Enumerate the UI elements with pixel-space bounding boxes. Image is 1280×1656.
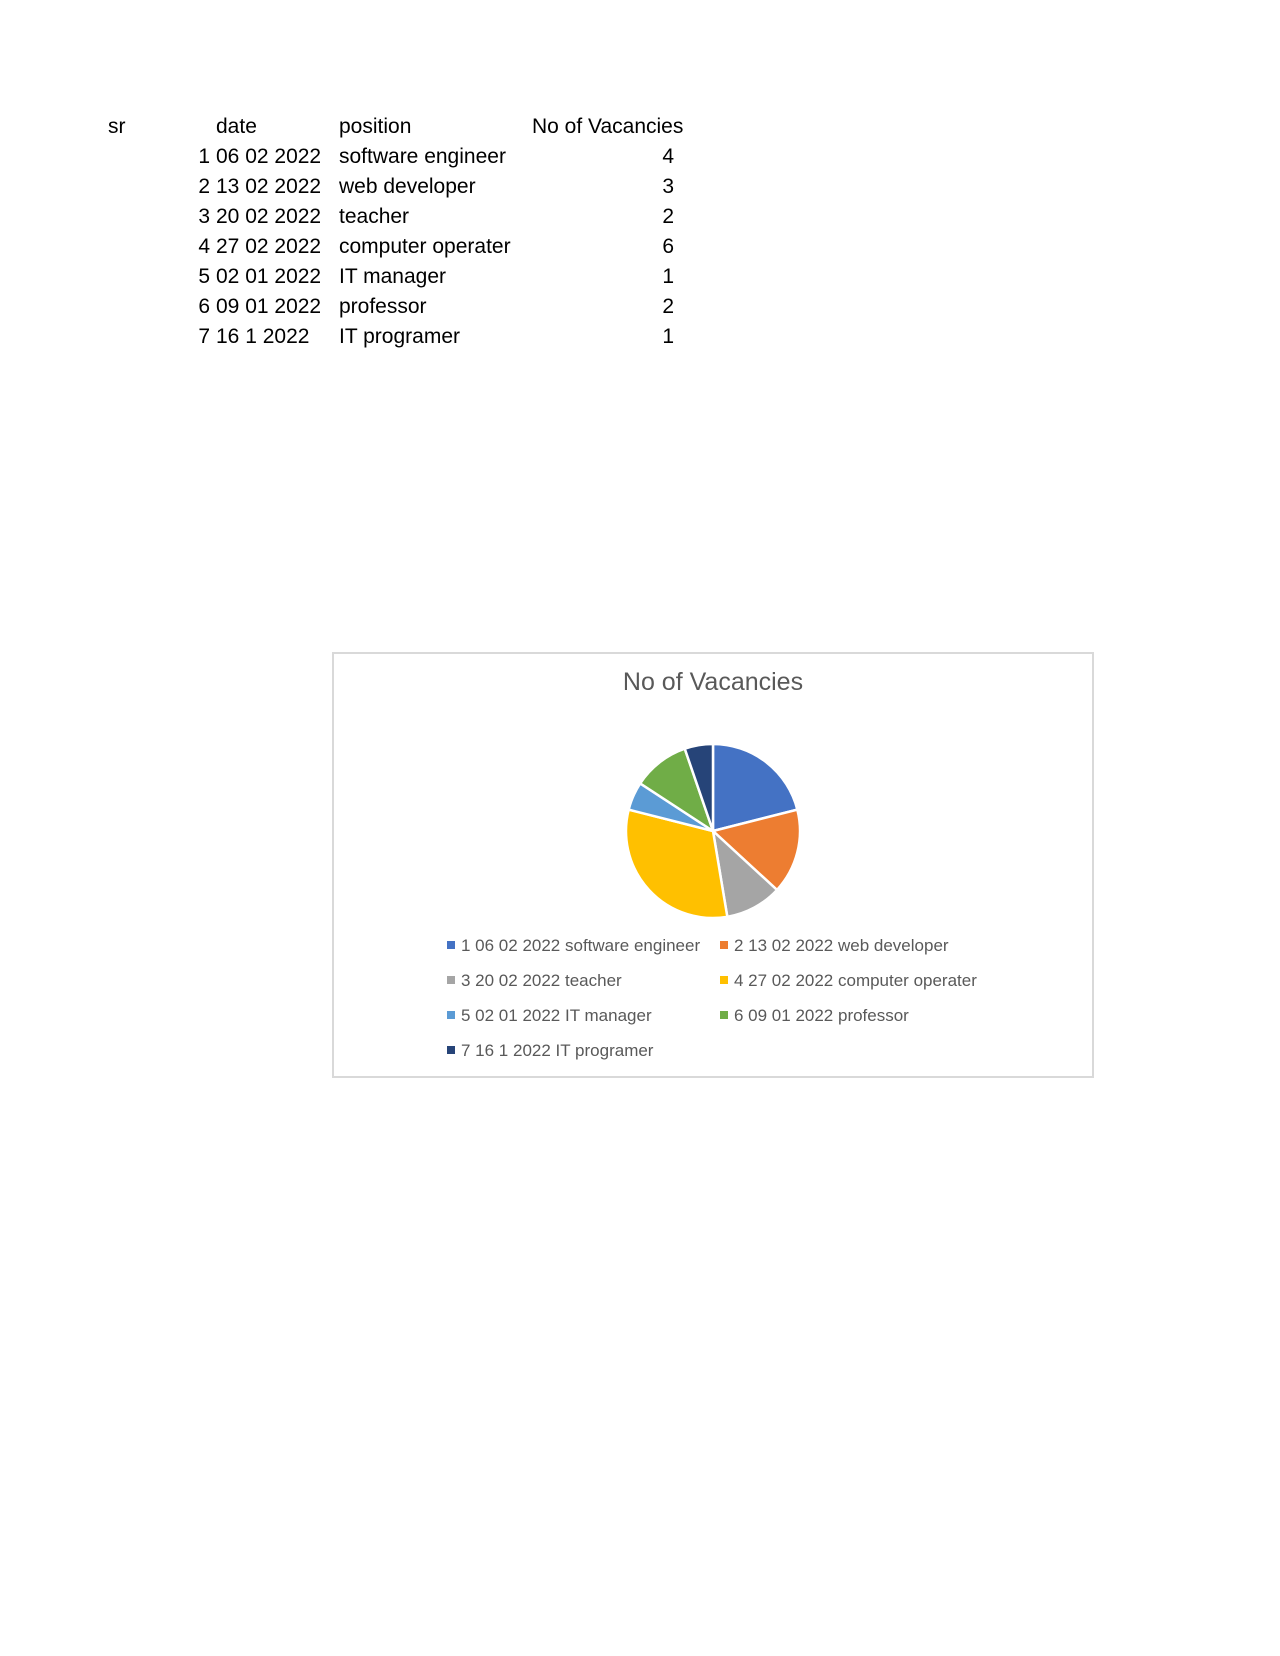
legend-swatch bbox=[447, 1011, 455, 1019]
legend-swatch bbox=[720, 1011, 728, 1019]
cell-vacancies: 2 bbox=[662, 205, 674, 228]
cell-vacancies: 2 bbox=[662, 295, 674, 318]
cell-sr: 7 bbox=[198, 325, 210, 348]
legend-item bbox=[720, 970, 977, 992]
legend-swatch bbox=[447, 1046, 455, 1054]
cell-sr: 2 bbox=[198, 175, 210, 198]
cell-position: IT programer bbox=[339, 325, 460, 348]
header-vacancies: No of Vacancies bbox=[532, 115, 684, 138]
cell-position: web developer bbox=[339, 175, 476, 198]
header-date: date bbox=[216, 115, 257, 138]
cell-vacancies: 4 bbox=[662, 145, 674, 168]
legend-swatch bbox=[720, 941, 728, 949]
legend-label: 5 02 01 2022 IT manager bbox=[461, 1006, 652, 1025]
cell-sr: 1 bbox=[198, 145, 210, 168]
legend-item bbox=[720, 1005, 909, 1027]
cell-sr: 6 bbox=[198, 295, 210, 318]
pie-chart[interactable] bbox=[332, 652, 1094, 1078]
legend-label: 7 16 1 2022 IT programer bbox=[461, 1041, 654, 1060]
cell-position: software engineer bbox=[339, 145, 506, 168]
legend-swatch bbox=[720, 976, 728, 984]
legend-label: 6 09 01 2022 professor bbox=[734, 1006, 909, 1025]
cell-vacancies: 1 bbox=[662, 265, 674, 288]
cell-position: teacher bbox=[339, 205, 410, 228]
cell-sr: 4 bbox=[198, 235, 210, 258]
data-table bbox=[0, 0, 700, 360]
legend-label: 2 13 02 2022 web developer bbox=[734, 936, 949, 955]
legend-item bbox=[447, 1040, 653, 1062]
cell-date: 13 02 2022 bbox=[216, 175, 322, 198]
cell-date: 20 02 2022 bbox=[216, 205, 322, 228]
legend-item bbox=[720, 935, 949, 957]
legend-swatch bbox=[447, 976, 455, 984]
cell-sr: 3 bbox=[198, 205, 210, 228]
header-position: position bbox=[339, 115, 412, 138]
cell-vacancies: 3 bbox=[662, 175, 674, 198]
cell-position: IT manager bbox=[339, 265, 446, 288]
legend-item bbox=[447, 935, 700, 957]
cell-position: professor bbox=[339, 295, 427, 318]
chart-title: No of Vacancies bbox=[622, 668, 804, 696]
cell-sr: 5 bbox=[198, 265, 210, 288]
cell-date: 16 1 2022 bbox=[216, 325, 310, 348]
legend-label: 3 20 02 2022 teacher bbox=[461, 971, 622, 990]
legend-item bbox=[447, 1005, 652, 1027]
legend-swatch bbox=[447, 941, 455, 949]
header-sr: sr bbox=[108, 115, 126, 138]
cell-date: 02 01 2022 bbox=[216, 265, 322, 288]
legend-item bbox=[447, 970, 622, 992]
cell-date: 09 01 2022 bbox=[216, 295, 322, 318]
cell-date: 06 02 2022 bbox=[216, 145, 322, 168]
legend-label: 4 27 02 2022 computer operater bbox=[734, 971, 977, 990]
cell-vacancies: 1 bbox=[662, 325, 674, 348]
cell-date: 27 02 2022 bbox=[216, 235, 322, 258]
cell-position: computer operater bbox=[339, 235, 511, 258]
cell-vacancies: 6 bbox=[662, 235, 674, 258]
legend-label: 1 06 02 2022 software engineer bbox=[461, 936, 701, 955]
